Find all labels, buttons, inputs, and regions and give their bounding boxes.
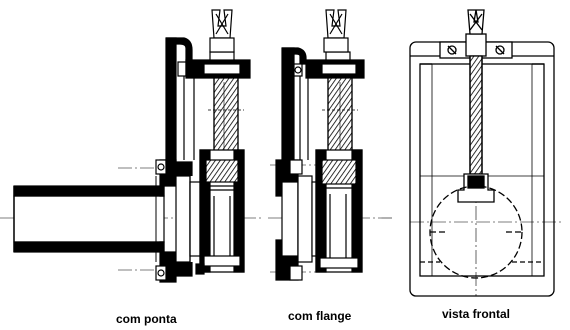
- view-com-flange: [276, 10, 364, 280]
- pipe-stub: [14, 176, 164, 262]
- view-com-ponta: [14, 10, 250, 282]
- actuator-housing-2: [316, 150, 362, 272]
- view-vista-frontal: [410, 10, 554, 296]
- gland-block: [306, 52, 364, 78]
- threaded-stem: [470, 56, 482, 174]
- actuator-housing: [196, 150, 244, 274]
- stem-top-2: [324, 10, 348, 52]
- caption-com-flange: com flange: [288, 309, 352, 323]
- stem-top: [210, 10, 234, 52]
- top-yoke: [410, 10, 554, 58]
- caption-com-ponta: com ponta: [116, 312, 177, 326]
- caption-vista-frontal: vista frontal: [442, 307, 511, 321]
